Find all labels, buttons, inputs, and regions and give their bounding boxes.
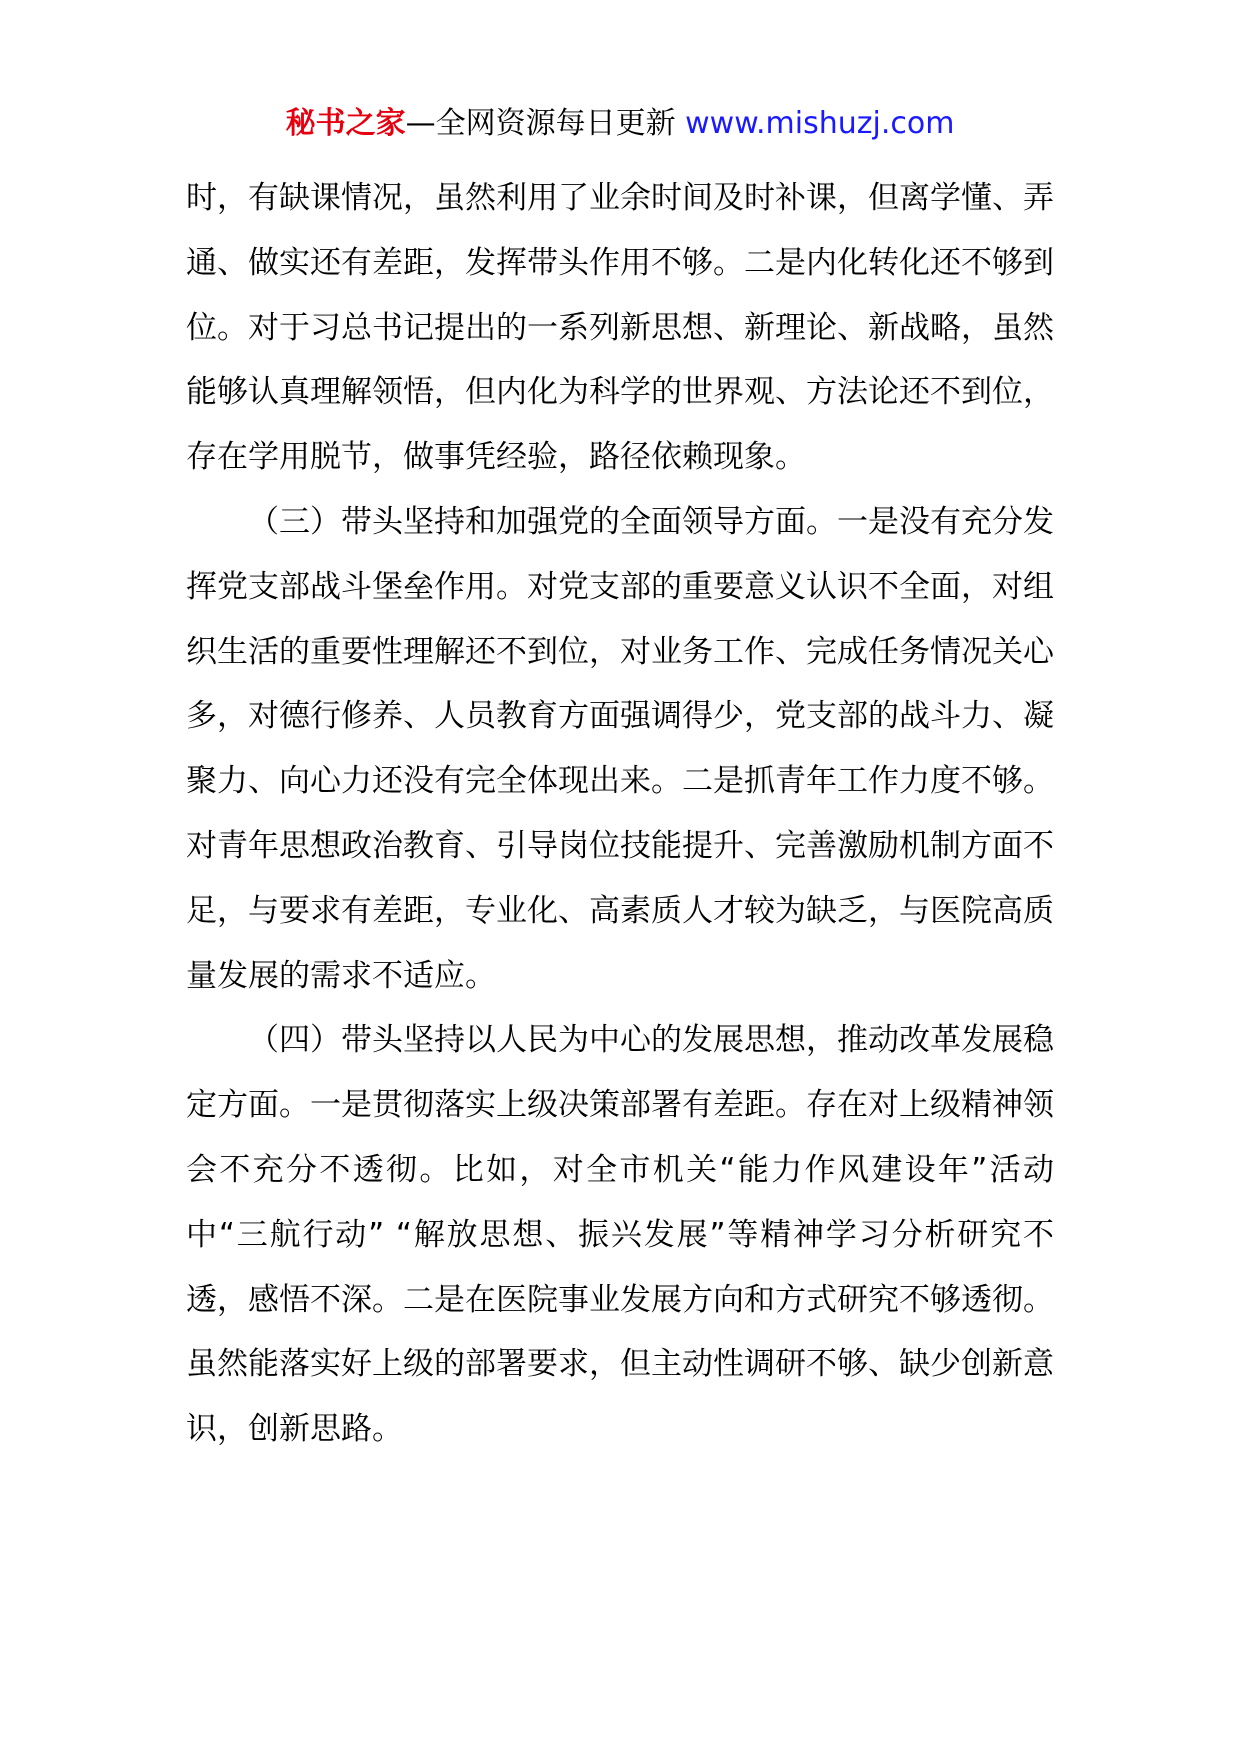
site-brand: 秘书之家	[285, 106, 406, 141]
paragraph-continuation: 时，有缺课情况，虽然利用了业余时间及时补课，但离学懂、弄通、做实还有差距，发挥带头作用不够。二是内化转化还不够到位。对于习总书记提出的一系列新思想、新理论、新战略，虽然能够认真理解领悟，但内化为科学的世界观、方法论还不到位，存在学用脱节，做事凭经验，路径依赖现象。	[186, 180, 1054, 476]
site-url-link[interactable]: www.mishuzj.com	[685, 106, 955, 141]
site-tagline: —全网资源每日更新	[405, 106, 686, 141]
page-header	[0, 102, 1240, 146]
paragraph-section-three: （三）带头坚持和加强党的全面领导方面。一是没有充分发挥党支部战斗堡垒作用。对党支部的重要意义认识不全面，对组织生活的重要性理解还不到位，对业务工作、完成任务情况关心多，对德行修养、人员教育方面强调得少，党支部的战斗力、凝聚力、向心力还没有完全体现出来。二是抓青年工作力度不够。对青年思想政治教育、引导岗位技能提升、完善激励机制方面不足，与要求有差距，专业化、高素质人才较为缺乏，与医院高质量发展的需求不适应。	[186, 503, 1054, 994]
document-body	[186, 166, 1054, 1462]
paragraph-section-four: （四）带头坚持以人民为中心的发展思想，推动改革发展稳定方面。一是贯彻落实上级决策部署有差距。存在对上级精神领会不充分不透彻。比如，对全市机关“能力作风建设年”活动中“三航行动” “解放思想、振兴发展”等精神学习分析研究不透，感悟不深。二是在医院事业发展方向和方式研究不够透彻。虽然能落实好上级的部署要求，但主动性调研不够、缺少创新意识，创新思路。	[186, 1022, 1054, 1448]
